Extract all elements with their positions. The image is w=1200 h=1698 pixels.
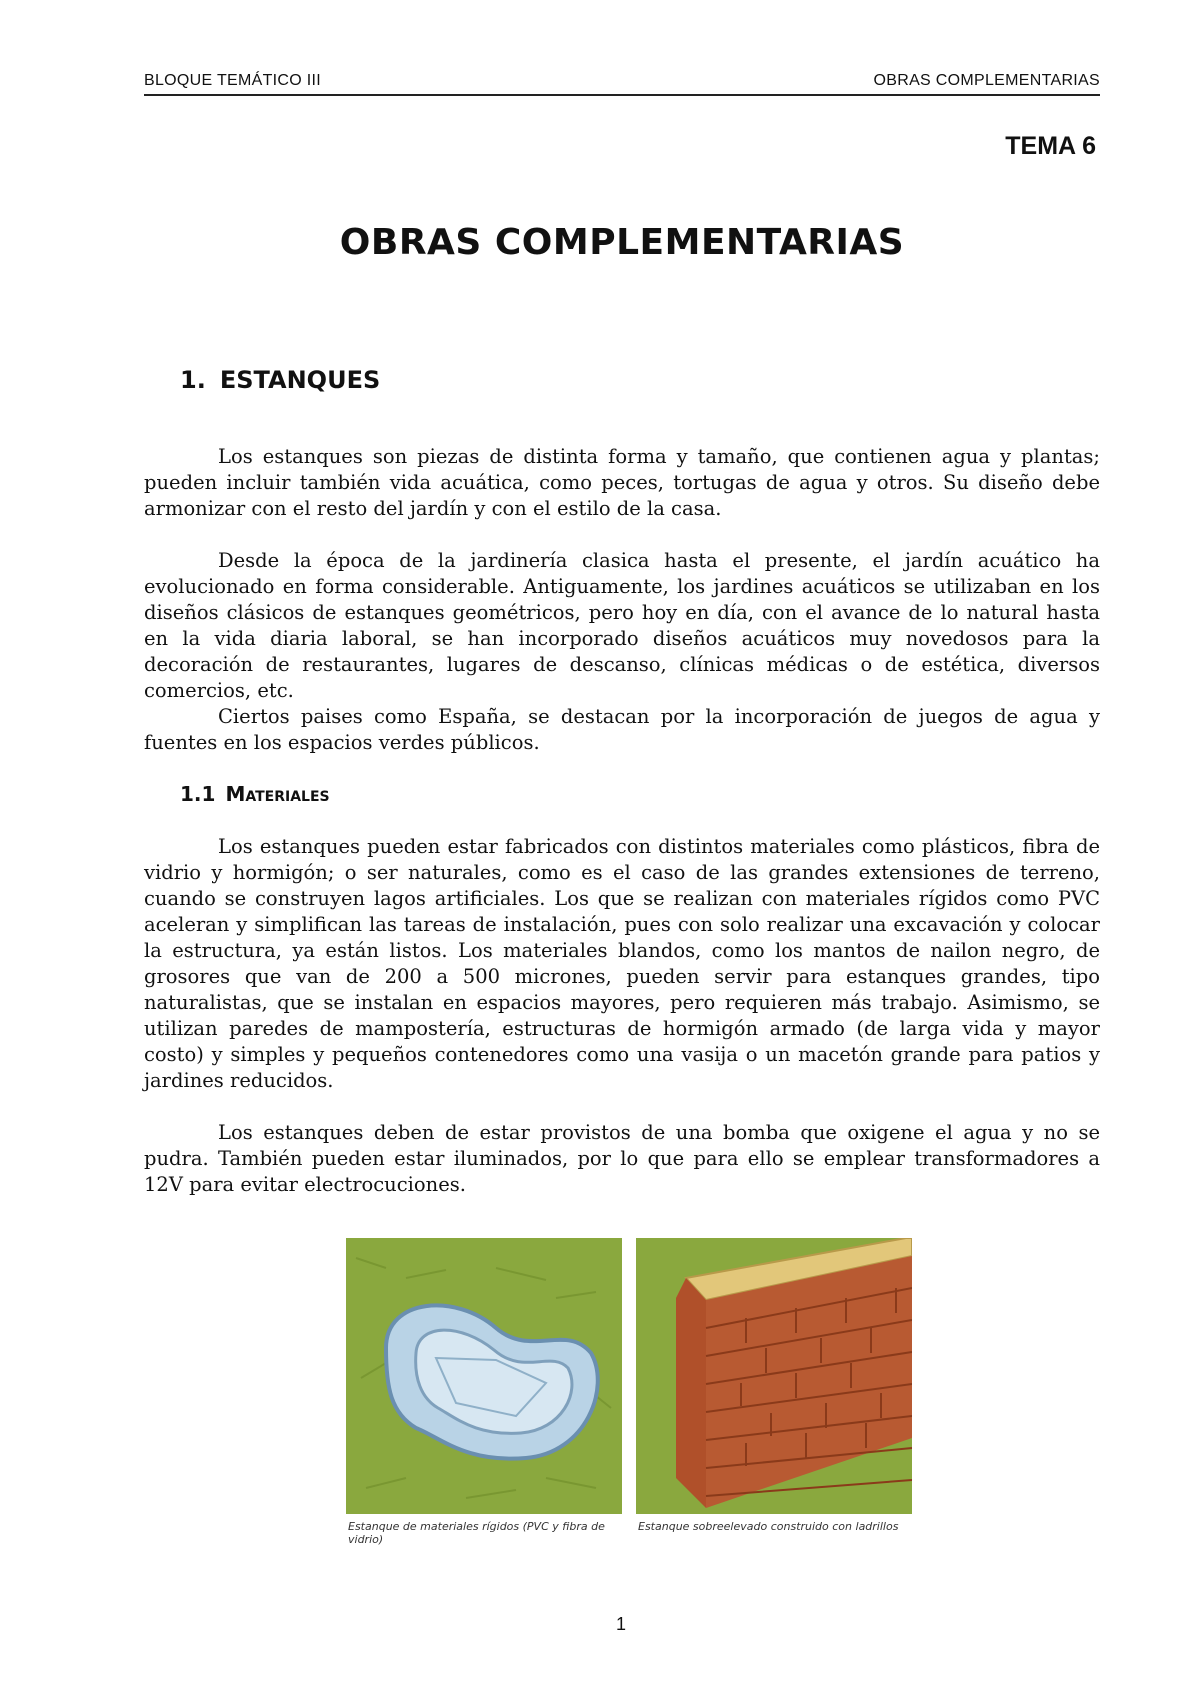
figure-caption: Estanque sobreelevado construido con ladrillos <box>638 1520 899 1533</box>
subsection-number: 1.1 <box>180 782 216 806</box>
subsection-title: Materiales <box>225 782 330 806</box>
subsection-heading-materiales <box>180 782 330 806</box>
document-title: OBRAS COMPLEMENTARIAS <box>339 222 905 263</box>
paragraph: Desde la época de la jardinería clasica hasta el presente, el jardín acuático ha evolucionado en forma considerable. Antiguamente, los jardines acuáticos se utilizaban en los diseños clásicos de estanques geométricos, pero hoy en día, con el avance de lo natural hasta en la vida diaria laboral, se han incorporado diseños acuáticos muy novedosos para la decoración de restaurantes, lugares de descanso, clínicas médicas o de estética, diversos comercios, etc. <box>144 549 1100 702</box>
page-header <box>144 70 1100 96</box>
pond-figures <box>346 1238 904 1546</box>
section-heading-estanques <box>180 366 380 394</box>
rigid-pond-illustration-icon <box>346 1238 622 1514</box>
brick-pond-illustration-icon <box>636 1238 912 1514</box>
header-right: OBRAS COMPLEMENTARIAS <box>873 72 1100 89</box>
paragraph: Ciertos paises como España, se destacan por la incorporación de juegos de agua y fuentes en los espacios verdes públicos. <box>144 705 1100 754</box>
section-number: 1. <box>180 366 206 394</box>
topic-label: TEMA 6 <box>1005 132 1096 160</box>
paragraph: Los estanques pueden estar fabricados con distintos materiales como plásticos, fibra de vidrio y hormigón; o ser naturales, como es el caso de las grandes extensiones de terreno, cuando se construyen lagos artificiales. Los que se realizan con materiales rígidos como PVC aceleran y simplifican las tareas de instalación, pues con solo realizar una excavación y colocar la estructura, ya están listos. Los materiales blandos, como los mantos de nailon negro, de grosores que van de 200 a 500 micrones, pueden servir para estanques grandes, tipo naturalistas, que se instalan en espacios mayores, pero requieren más trabajo. Asimismo, se utilizan paredes de mampostería, estructuras de hormigón armado (de larga vida y mayor costo) y simples y pequeños contenedores como una vasija o un macetón grande para patios y jardines reducidos. <box>144 835 1100 1092</box>
section-title: ESTANQUES <box>219 366 381 394</box>
figure-caption: Estanque de materiales rígidos (PVC y fibra de vidrio) <box>348 1520 605 1546</box>
page-number: 1 <box>615 1614 626 1634</box>
paragraph: Los estanques son piezas de distinta forma y tamaño, que contienen agua y plantas; pueden incluir también vida acuática, como peces, tortugas de agua y otros. Su diseño debe armonizar con el resto del jardín y con el estilo de la casa. <box>144 445 1100 520</box>
paragraph: Los estanques deben de estar provistos de una bomba que oxigene el agua y no se pudra. También pueden estar iluminados, por lo que para ello se emplear transformadores a 12V para evitar electrocuciones. <box>144 1121 1100 1196</box>
header-left: BLOQUE TEMÁTICO III <box>144 72 321 89</box>
